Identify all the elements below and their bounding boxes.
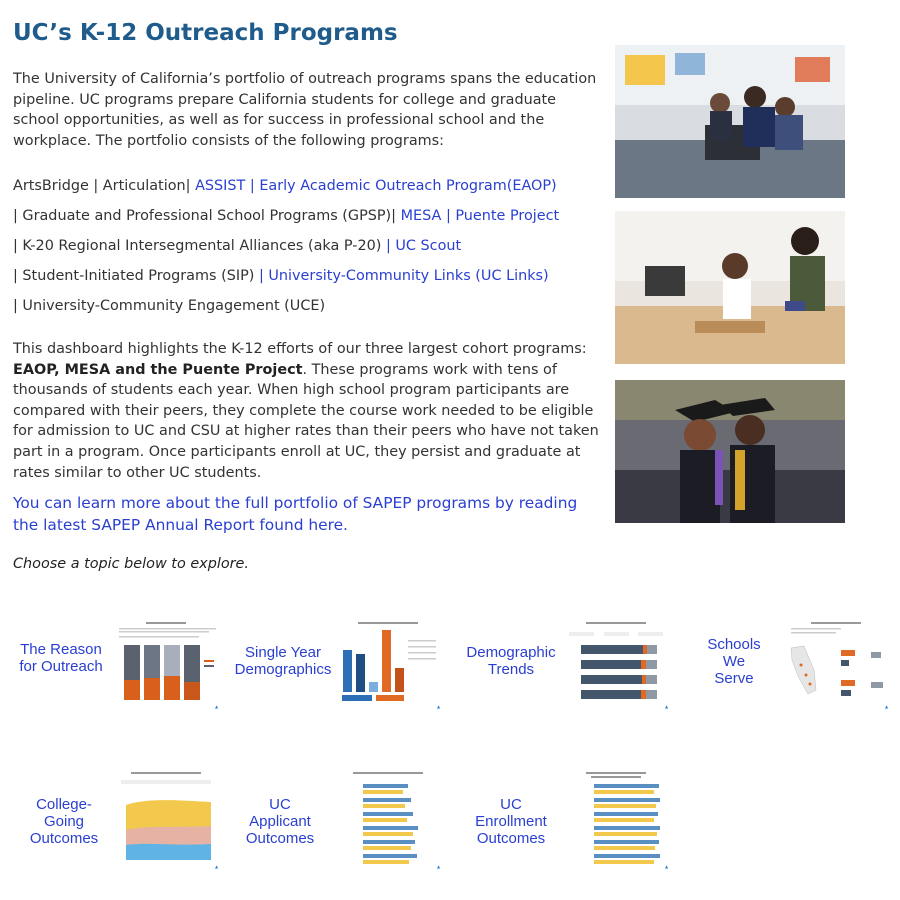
program-row <box>13 265 603 295</box>
program-text: | K-20 Regional Intersegmental Alliances (aka P-20) <box>13 238 382 254</box>
thumbnail-demographic-trends[interactable] <box>566 620 669 710</box>
program-row <box>13 205 603 235</box>
topic-label-reason-for-outreach[interactable]: The Reason for Outreach <box>19 641 103 675</box>
thumbnail-schools-we-serve[interactable] <box>786 620 889 710</box>
program-link-uc-links[interactable]: | University-Community Links (UC Links) <box>258 268 549 284</box>
highlights-bold: EAOP, MESA and the Puente Project <box>13 361 303 378</box>
program-text: | Graduate and Professional School Programs (GPSP)| <box>13 208 397 224</box>
program-row <box>13 235 603 265</box>
topic-label-uc-applicant-outcomes[interactable]: UC Applicant Outcomes <box>245 796 315 847</box>
intro-text: The University of California’s portfolio of outreach programs spans the education pipeline. UC programs prepare California students for college and graduate school opportunities, as well as for success in professional school and the workplace. The portfolio consists of the following programs: <box>13 71 597 149</box>
sapep-report-link[interactable]: You can learn more about the full portfolio of SAPEP programs by reading the latest SAPEP Annual Report found here. <box>13 494 578 534</box>
svg-text:▲: ▲ <box>437 704 441 709</box>
choose-topic-prompt: Choose a topic below to explore. <box>13 556 249 572</box>
page-title: UC’s K-12 Outreach Programs <box>13 20 398 46</box>
svg-text:▲: ▲ <box>437 864 441 869</box>
program-link-assist-eaop[interactable]: ASSIST | Early Academic Outreach Program(EAOP) <box>195 178 557 194</box>
thumbnail-uc-applicant-outcomes[interactable] <box>338 770 441 869</box>
program-text: | University-Community Engagement (UCE) <box>13 298 326 314</box>
science-lab-photo <box>615 211 845 364</box>
thumbnail-reason-for-outreach[interactable] <box>116 620 219 710</box>
svg-text:▲: ▲ <box>215 704 219 709</box>
thumbnail-uc-enrollment-outcomes[interactable] <box>566 770 669 869</box>
graduation-photo <box>615 380 845 523</box>
svg-text:▲: ▲ <box>885 704 889 709</box>
topic-label-demographic-trends[interactable]: Demographic Trends <box>466 644 556 678</box>
svg-text:▲: ▲ <box>665 864 669 869</box>
program-text: | Student-Initiated Programs (SIP) <box>13 268 255 284</box>
program-link-uc-scout[interactable]: | UC Scout <box>385 238 462 254</box>
program-text: ArtsBridge | Articulation| <box>13 178 191 194</box>
thumbnail-college-going-outcomes[interactable] <box>116 770 219 869</box>
topic-label-schools-we-serve[interactable]: Schools We Serve <box>707 636 761 687</box>
program-row <box>13 175 603 205</box>
program-row <box>13 295 603 325</box>
svg-text:▲: ▲ <box>665 704 669 709</box>
highlights-lead: This dashboard highlights the K-12 efforts of our three largest cohort programs: <box>13 341 587 357</box>
highlights-text <box>13 339 603 483</box>
topic-label-single-year-demographics[interactable]: Single Year Demographics <box>234 644 332 678</box>
highlights-rest: . These programs work with tens of thousands of students each year. When high school program participants are compared with their peers, they complete the course work needed to be eligible for admission to UC and CSU at higher rates than their peers who have not taken part in a program. Once participants enroll at UC, they persist and graduate at rates similar to other UC students. <box>13 361 599 481</box>
classroom-laptop-photo <box>615 45 845 198</box>
program-link-mesa-puente[interactable]: MESA | Puente Project <box>400 208 560 224</box>
svg-text:▲: ▲ <box>215 864 219 869</box>
topic-label-uc-enrollment-outcomes[interactable]: UC Enrollment Outcomes <box>475 796 547 847</box>
thumbnail-single-year-demographics[interactable] <box>338 620 441 710</box>
topic-label-college-going-outcomes[interactable]: College- Going Outcomes <box>29 796 99 847</box>
program-list <box>13 175 603 325</box>
